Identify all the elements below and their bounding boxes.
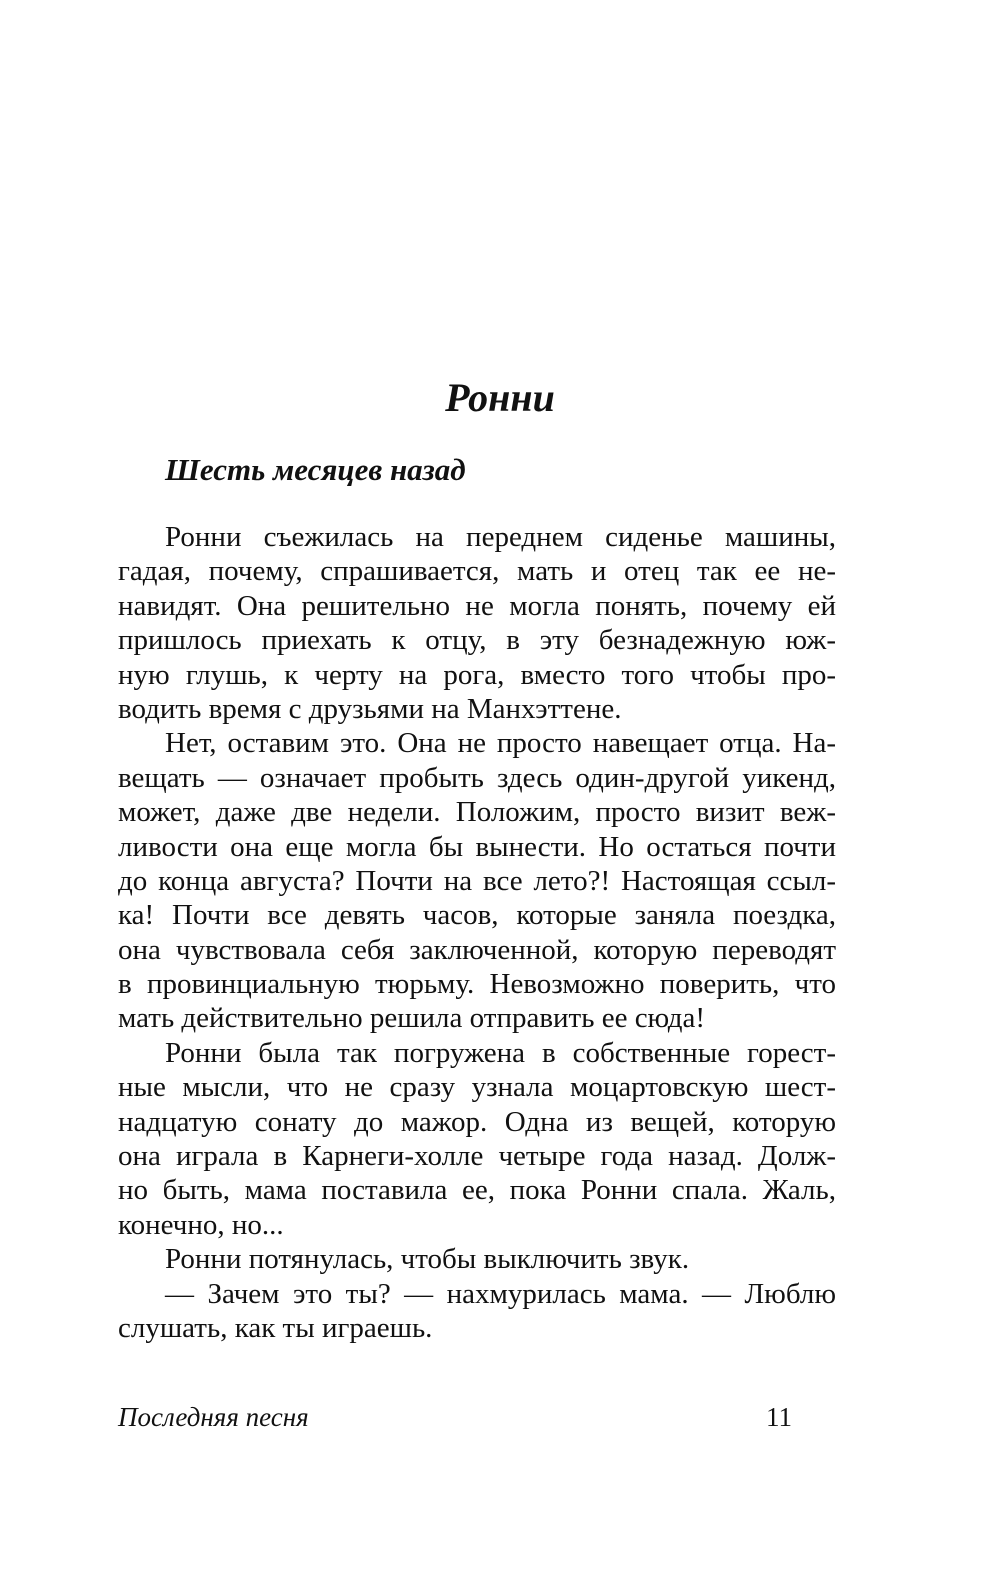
text-line: может, даже две недели. Положим, просто визит веж- bbox=[118, 796, 836, 829]
text-line: вещать — означает пробыть здесь один-другой уикенд, bbox=[118, 761, 836, 794]
text-line: ливости она еще могла бы вынести. Но остаться почти bbox=[118, 830, 836, 863]
text-line: она играла в Карнеги-холле четыре года назад. Долж- bbox=[118, 1140, 836, 1173]
text-line: Нет, оставим это. Она не просто навещает отца. На- bbox=[165, 727, 836, 760]
text-line: мать действительно решила отправить ее сюда! bbox=[118, 1002, 706, 1035]
text-line: пришлось приехать к отцу, в эту безнадежную юж- bbox=[118, 624, 836, 657]
text-line: она чувствовала себя заключенной, которую переводят bbox=[118, 933, 836, 966]
text-line: в провинциальную тюрьму. Невозможно поверить, что bbox=[118, 968, 836, 1001]
text-line: водить время с друзьями на Манхэттене. bbox=[118, 692, 622, 725]
text-line: надцатую сонату до мажор. Одна из вещей, которую bbox=[118, 1105, 836, 1138]
chapter-title: Ронни bbox=[445, 375, 555, 420]
text-line: но быть, мама поставила ее, пока Ронни спала. Жаль, bbox=[118, 1174, 836, 1207]
text-line: ные мысли, что не сразу узнала моцартовскую шест- bbox=[118, 1071, 836, 1104]
text-line: Ронни была так погружена в собственные горест- bbox=[165, 1036, 836, 1069]
text-line: гадая, почему, спрашивается, мать и отец так ее не- bbox=[118, 555, 836, 588]
text-line: навидят. Она решительно не могла понять, почему ей bbox=[118, 589, 836, 622]
text-line: ную глушь, к черту на рога, вместо того чтобы про- bbox=[118, 658, 836, 691]
text-line: слушать, как ты играешь. bbox=[118, 1311, 433, 1344]
text-line: Ронни съежилась на переднем сиденье машины, bbox=[165, 521, 836, 553]
text-line: до конца августа? Почти на все лето?! Настоящая ссыл- bbox=[118, 864, 836, 897]
text-line: конечно, но... bbox=[118, 1208, 284, 1241]
text-line: Ронни потянулась, чтобы выключить звук. bbox=[165, 1243, 690, 1276]
text-line: — Зачем это ты? — нахмурилась мама. — Люблю bbox=[165, 1277, 836, 1310]
chapter-subtitle: Шесть месяцев назад bbox=[165, 452, 466, 487]
body-text bbox=[118, 520, 836, 1345]
page-number: 11 bbox=[766, 1402, 792, 1432]
running-footer-title: Последняя песня bbox=[118, 1402, 309, 1432]
text-line: ка! Почти все девять часов, которые заняла поездка, bbox=[118, 899, 836, 932]
